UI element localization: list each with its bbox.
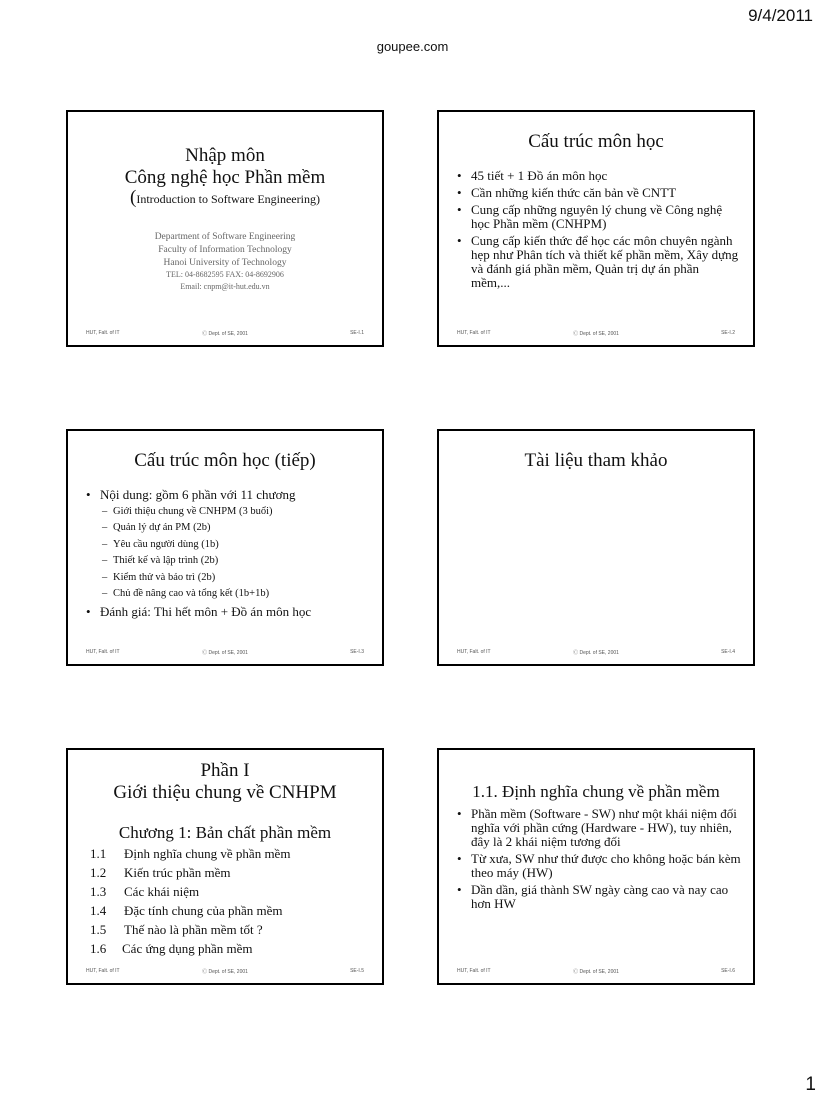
- slide-5-chapter-title: Chương 1: Bản chất phần mềm: [118, 823, 332, 842]
- sub-bullet-item: – Thiết kế và lập trình (2b): [100, 553, 370, 569]
- bullet-item: • Đánh giá: Thi hết môn + Đồ án môn học: [86, 605, 370, 619]
- toc-text: Định nghĩa chung về phần mềm: [124, 846, 291, 861]
- slide-3-footer: [86, 649, 364, 657]
- toc-item: [90, 882, 372, 901]
- toc-item: [90, 939, 372, 958]
- print-date: 9/4/2011: [748, 6, 813, 25]
- bullet-item: [86, 488, 370, 602]
- footer-left: HUT, Falt. of IT: [457, 649, 491, 655]
- footer-center: Ⓒ Dept. of SE, 2001: [202, 331, 248, 337]
- toc-text: Các ứng dụng phần mềm: [122, 941, 253, 956]
- toc-item: [90, 920, 372, 939]
- footer-left: HUT, Falt. of IT: [86, 968, 120, 974]
- bullet-item: • Dần dần, giá thành SW ngày càng cao và nay cao hơn HW: [457, 883, 741, 911]
- slide-2-bullets: [457, 169, 741, 293]
- footer-right: SE-I.5: [350, 968, 364, 974]
- slide-1-faculty: Faculty of Information Technology: [158, 245, 292, 255]
- footer-center: Ⓒ Dept. of SE, 2001: [573, 331, 619, 337]
- footer-right: SE-I.2: [721, 330, 735, 336]
- slide-1: [66, 110, 384, 347]
- slide-1-subtitle: [68, 189, 382, 208]
- toc-text: Kiến trúc phần mềm: [124, 865, 231, 880]
- footer-left: HUT, Falt. of IT: [86, 649, 120, 655]
- bullet-item: • Cần những kiến thức căn bản về CNTT: [457, 186, 741, 200]
- slide-6: [437, 748, 755, 985]
- slide-3-title: Cấu trúc môn học (tiếp): [134, 450, 316, 471]
- footer-left: HUT, Falt. of IT: [457, 330, 491, 336]
- bullet-item: • 45 tiết + 1 Đồ án môn học: [457, 169, 741, 183]
- toc-number: 1.2: [90, 865, 107, 880]
- bullet-text: Nội dung: gồm 6 phần với 11 chương: [100, 487, 296, 502]
- slide-5: [66, 748, 384, 985]
- toc-text: Thế nào là phần mềm tốt ?: [124, 922, 263, 937]
- toc-number: 1.4: [90, 903, 107, 918]
- footer-center: Ⓒ Dept. of SE, 2001: [573, 969, 619, 975]
- slide-3: [66, 429, 384, 666]
- slide-4: [437, 429, 755, 666]
- footer-center: Ⓒ Dept. of SE, 2001: [573, 650, 619, 656]
- sub-bullet-item: – Quản lý dự án PM (2b): [100, 520, 370, 536]
- slide-1-email: Email: cnpm@it-hut.edu.vn: [180, 282, 270, 291]
- slide-1-title-line-2: Công nghệ học Phần mềm: [124, 167, 326, 188]
- footer-right: SE-I.1: [350, 330, 364, 336]
- slide-2-footer: [457, 330, 735, 338]
- sub-bullet-item: – Yêu cầu người dùng (1b): [100, 537, 370, 553]
- bullet-item: • Cung cấp những nguyên lý chung về Công nghệ học Phần mềm (CNHPM): [457, 203, 741, 231]
- slide-3-bullets: [86, 488, 370, 622]
- sub-bullets: [100, 504, 370, 602]
- toc-number: 1.5: [90, 922, 107, 937]
- toc-item: [90, 863, 372, 882]
- sub-bullet-item: – Kiểm thử và bảo trì (2b): [100, 570, 370, 586]
- slide-6-bullets: [457, 807, 741, 914]
- toc-text: Các khái niệm: [124, 884, 200, 899]
- slide-1-title-line-1: Nhập môn: [185, 145, 265, 166]
- slide-1-footer: [86, 330, 364, 338]
- footer-center: Ⓒ Dept. of SE, 2001: [202, 969, 248, 975]
- bullet-item: • Từ xưa, SW như thứ được cho không hoặc bán kèm theo máy (HW): [457, 852, 741, 880]
- toc-number: 1.6: [90, 941, 107, 956]
- footer-center: Ⓒ Dept. of SE, 2001: [202, 650, 248, 656]
- sub-bullet-item: – Chủ đề nâng cao và tổng kết (1b+1b): [100, 586, 370, 602]
- footer-right: SE-I.4: [721, 649, 735, 655]
- toc-text: Đặc tính chung của phần mềm: [124, 903, 283, 918]
- slide-2-title: Cấu trúc môn học: [528, 131, 664, 152]
- site-url: goupee.com: [376, 39, 449, 54]
- footer-right: SE-I.6: [721, 968, 735, 974]
- footer-right: SE-I.3: [350, 649, 364, 655]
- bullet-item: • Phần mềm (Software - SW) như một khái niệm đối nghĩa với phần cứng (Hardware - HW), tuy nhiên, đây là 2 khái niệm tương đối: [457, 807, 741, 849]
- slide-1-department: Department of Software Engineering: [154, 232, 296, 242]
- slide-6-title: 1.1. Định nghĩa chung về phần mềm: [472, 782, 720, 801]
- toc-number: 1.1: [90, 846, 107, 861]
- slide-5-part-subtitle: Giới thiệu chung về CNHPM: [113, 782, 337, 803]
- slide-6-footer: [457, 968, 735, 976]
- slide-2: [437, 110, 755, 347]
- toc-item: [90, 844, 372, 863]
- slide-1-university: Hanoi University of Technology: [163, 258, 287, 268]
- toc-number: 1.3: [90, 884, 107, 899]
- footer-left: HUT, Falt. of IT: [457, 968, 491, 974]
- page-number: 1: [805, 1074, 816, 1095]
- toc-item: [90, 901, 372, 920]
- slide-5-part-title: Phần I: [200, 760, 250, 781]
- slide-5-footer: [86, 968, 364, 976]
- sub-bullet-item: – Giới thiệu chung về CNHPM (3 buổi): [100, 504, 370, 520]
- footer-left: HUT, Falt. of IT: [86, 330, 120, 336]
- slide-1-phone: TEL: 04-8682595 FAX: 04-8692906: [166, 270, 284, 279]
- bullet-item: • Cung cấp kiến thức để học các môn chuyên ngành hẹp như Phân tích và thiết kế phần mềm, Xây dựng và đánh giá phần mềm, Quản trị dự án phần mềm,...: [457, 234, 741, 290]
- slide-1-subtitle-text: Introduction to Software Engineering): [136, 192, 320, 206]
- slide-1-subtitle-paren: (: [130, 187, 137, 208]
- slide-5-toc: [90, 844, 372, 958]
- slide-4-title: Tài liệu tham khảo: [524, 450, 668, 471]
- slide-4-footer: [457, 649, 735, 657]
